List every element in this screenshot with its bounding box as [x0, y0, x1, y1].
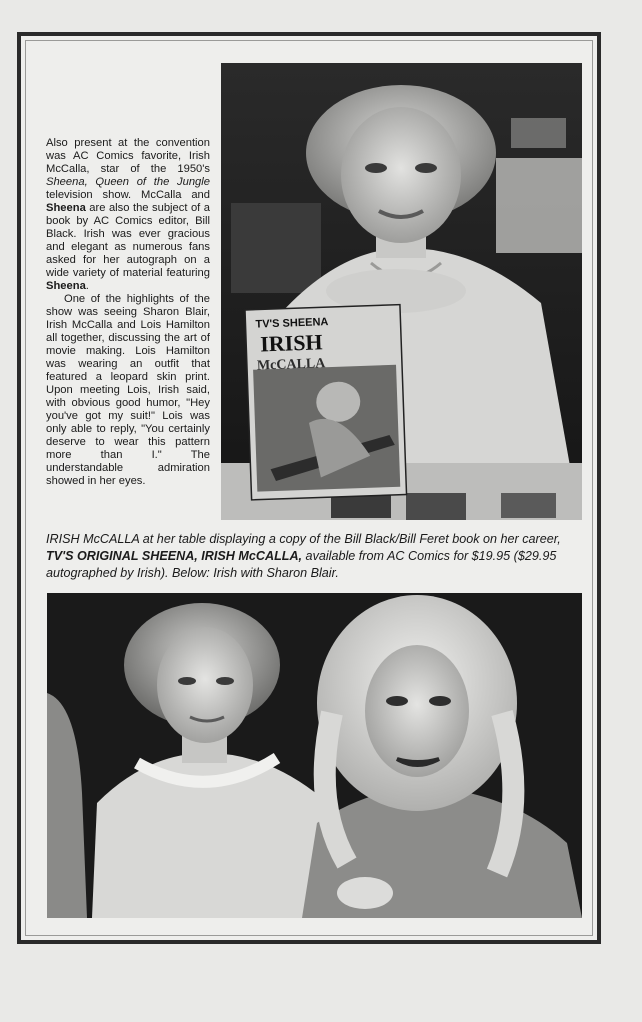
caption-text-b: available from AC Comics for $19.95 ($29.95 autographed by Irish). Below: Irish with Sharon Blair.: [46, 549, 557, 580]
article-text: [46, 137, 210, 488]
p1-text-b: television show. McCalla and: [46, 189, 210, 201]
caption-book-title: TV'S ORIGINAL SHEENA, IRISH McCALLA,: [46, 549, 303, 563]
article-paragraph-1: [46, 137, 210, 293]
book-cover-line2: IRISH: [259, 329, 323, 357]
book-cover-line1: TV'S SHEENA: [255, 316, 329, 331]
photo-irish-and-sharon: [47, 593, 582, 918]
p1-text-c: are also the subject of a book by AC Comics editor, Bill Black. Irish was ever gracious and elegant as numerous fans asked for her autograph on a wide variety of material featuring: [46, 202, 210, 279]
show-title: Sheena, Queen of the Jungle: [46, 176, 210, 188]
caption-text-a: IRISH McCALLA at her table displaying a copy of the Bill Black/Bill Feret book on her career,: [46, 532, 561, 546]
photo-caption: [46, 531, 586, 582]
sheena-bold-2: Sheena: [46, 280, 86, 292]
sheena-bold-1: Sheena: [46, 202, 86, 214]
p1-text-a: Also present at the convention was AC Comics favorite, Irish McCalla, star of the 1950's: [46, 137, 210, 175]
article-paragraph-2: One of the highlights of the show was seeing Sharon Blair, Irish McCalla and Lois Hamilton all together, discussing the art of movie making. Lois Hamilton was wearing an outfit that featured a leopard skin print. Upon meeting Lois, Irish said, with obvious good humor, "Hey you've got my suit!" Lois was only able to reply, "You certainly deserve to wear this pattern more than I." The understandable admiration showed in her eyes.: [46, 293, 210, 487]
book-cover-line3: McCALLA: [256, 356, 326, 374]
p1-text-d: .: [85, 280, 89, 292]
photo-irish-with-book: [221, 63, 582, 520]
